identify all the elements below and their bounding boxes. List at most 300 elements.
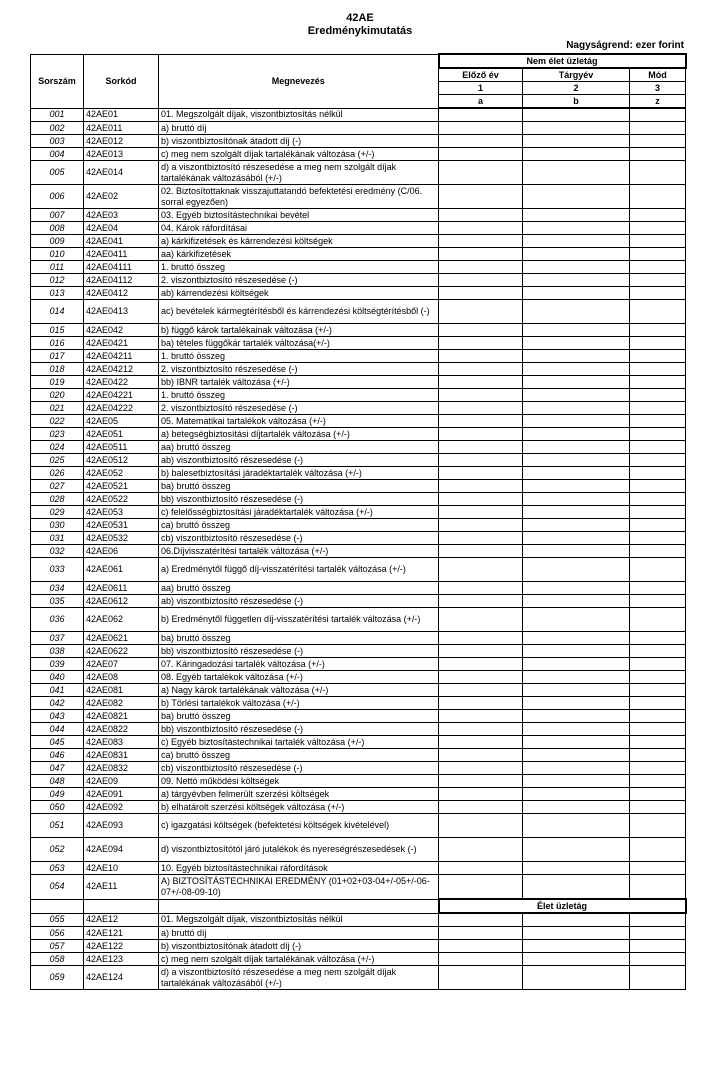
row-description: 1. bruttó összeg (159, 350, 439, 363)
value-cell-current-year[interactable] (523, 402, 630, 415)
value-cell-current-year[interactable] (523, 337, 630, 350)
row-description: 02. Biztosítottaknak visszajuttatandó befektetési eredmény (C/06. sorral egyezően) (159, 185, 439, 209)
value-cell-current-year[interactable] (523, 645, 630, 658)
row-code: 42AE0521 (84, 480, 159, 493)
value-cell-mod[interactable] (630, 428, 686, 441)
row-code: 42AE12 (84, 913, 159, 927)
header-col-z: Mód (630, 68, 686, 82)
row-description: cb) viszontbiztosító részesedése (-) (159, 762, 439, 775)
value-cell-prev-year[interactable] (439, 671, 523, 684)
value-cell-current-year[interactable] (523, 122, 630, 135)
value-cell-prev-year[interactable] (439, 122, 523, 135)
value-cell-current-year[interactable] (523, 261, 630, 274)
value-cell-mod[interactable] (630, 814, 686, 838)
value-cell-current-year[interactable] (523, 532, 630, 545)
row-description: a) Nagy károk tartalékának változása (+/-) (159, 684, 439, 697)
row-number: 033 (31, 558, 84, 582)
header-sorszam: Sorszám (31, 54, 84, 108)
value-cell-mod[interactable] (630, 324, 686, 337)
row-code: 42AE08 (84, 671, 159, 684)
value-cell-prev-year[interactable] (439, 506, 523, 519)
header-col-b: Tárgyév (523, 68, 630, 82)
table-row (31, 545, 686, 558)
value-cell-mod[interactable] (630, 545, 686, 558)
value-cell-mod[interactable] (630, 261, 686, 274)
row-number: 054 (31, 875, 84, 900)
value-cell-current-year[interactable] (523, 506, 630, 519)
value-cell-prev-year[interactable] (439, 209, 523, 222)
value-cell-current-year[interactable] (523, 749, 630, 762)
table-row (31, 376, 686, 389)
value-cell-prev-year[interactable] (439, 454, 523, 467)
table-row (31, 582, 686, 595)
value-cell-current-year[interactable] (523, 389, 630, 402)
value-cell-current-year[interactable] (523, 248, 630, 261)
row-number: 059 (31, 966, 84, 990)
value-cell-prev-year[interactable] (439, 788, 523, 801)
row-description: ab) kárrendezési költségek (159, 287, 439, 300)
row-number: 017 (31, 350, 84, 363)
value-cell-prev-year[interactable] (439, 814, 523, 838)
value-cell-mod[interactable] (630, 363, 686, 376)
value-cell-mod[interactable] (630, 582, 686, 595)
value-cell-current-year[interactable] (523, 632, 630, 645)
value-cell-current-year[interactable] (523, 235, 630, 248)
value-cell-prev-year[interactable] (439, 913, 523, 927)
value-cell-mod[interactable] (630, 209, 686, 222)
row-code: 42AE0422 (84, 376, 159, 389)
row-number: 038 (31, 645, 84, 658)
row-number: 043 (31, 710, 84, 723)
value-cell-mod[interactable] (630, 122, 686, 135)
value-cell-prev-year[interactable] (439, 248, 523, 261)
table-row (31, 953, 686, 966)
row-code: 42AE123 (84, 953, 159, 966)
value-cell-prev-year[interactable] (439, 645, 523, 658)
row-description: ca) bruttó összeg (159, 519, 439, 532)
value-cell-prev-year[interactable] (439, 862, 523, 875)
row-number: 007 (31, 209, 84, 222)
value-cell-current-year[interactable] (523, 454, 630, 467)
table-row (31, 185, 686, 209)
value-cell-mod[interactable] (630, 658, 686, 671)
value-cell-mod[interactable] (630, 684, 686, 697)
table-row (31, 324, 686, 337)
value-cell-mod[interactable] (630, 532, 686, 545)
row-description: b) elhatárolt szerzési költségek változása (+/-) (159, 801, 439, 814)
table-row (31, 428, 686, 441)
table-row (31, 135, 686, 148)
table-row (31, 441, 686, 454)
row-code: 42AE092 (84, 801, 159, 814)
value-cell-current-year[interactable] (523, 788, 630, 801)
value-cell-current-year[interactable] (523, 671, 630, 684)
value-cell-current-year[interactable] (523, 209, 630, 222)
row-description: d) viszontbiztosítótól járó jutalékok és nyereségrészesedések (-) (159, 838, 439, 862)
table-row (31, 148, 686, 161)
row-code: 42AE0612 (84, 595, 159, 608)
row-number: 027 (31, 480, 84, 493)
value-cell-mod[interactable] (630, 389, 686, 402)
value-cell-prev-year[interactable] (439, 658, 523, 671)
value-cell-current-year[interactable] (523, 684, 630, 697)
table-row (31, 749, 686, 762)
value-cell-mod[interactable] (630, 927, 686, 940)
value-cell-mod[interactable] (630, 632, 686, 645)
value-cell-current-year[interactable] (523, 108, 630, 122)
row-code: 42AE01 (84, 108, 159, 122)
value-cell-current-year[interactable] (523, 801, 630, 814)
value-cell-current-year[interactable] (523, 775, 630, 788)
value-cell-prev-year[interactable] (439, 838, 523, 862)
value-cell-mod[interactable] (630, 801, 686, 814)
row-code: 42AE0412 (84, 287, 159, 300)
value-cell-current-year[interactable] (523, 161, 630, 185)
row-number: 055 (31, 913, 84, 927)
life-rows (31, 913, 686, 990)
value-cell-prev-year[interactable] (439, 519, 523, 532)
row-description: 1. bruttó összeg (159, 389, 439, 402)
row-number: 024 (31, 441, 84, 454)
value-cell-mod[interactable] (630, 135, 686, 148)
value-cell-mod[interactable] (630, 940, 686, 953)
value-cell-prev-year[interactable] (439, 532, 523, 545)
header-sorkod: Sorkód (84, 54, 159, 108)
value-cell-current-year[interactable] (523, 762, 630, 775)
row-description: 09. Nettó működési költségek (159, 775, 439, 788)
value-cell-prev-year[interactable] (439, 324, 523, 337)
row-number: 016 (31, 337, 84, 350)
form-name-title: Eredménykimutatás (307, 25, 413, 37)
value-cell-mod[interactable] (630, 762, 686, 775)
value-cell-prev-year[interactable] (439, 801, 523, 814)
row-number: 005 (31, 161, 84, 185)
value-cell-prev-year[interactable] (439, 582, 523, 595)
value-cell-current-year[interactable] (523, 940, 630, 953)
value-cell-current-year[interactable] (523, 480, 630, 493)
row-description: ba) tételes függőkár tartalék változása(+/-) (159, 337, 439, 350)
value-cell-current-year[interactable] (523, 324, 630, 337)
row-description: bb) viszontbiztosító részesedése (-) (159, 723, 439, 736)
value-cell-mod[interactable] (630, 749, 686, 762)
value-cell-mod[interactable] (630, 248, 686, 261)
row-description: b) balesetbiztosítási járadéktartalék változása (+/-) (159, 467, 439, 480)
value-cell-mod[interactable] (630, 913, 686, 927)
value-cell-mod[interactable] (630, 671, 686, 684)
table-row (31, 122, 686, 135)
value-cell-mod[interactable] (630, 415, 686, 428)
value-cell-prev-year[interactable] (439, 441, 523, 454)
table-row (31, 775, 686, 788)
value-cell-prev-year[interactable] (439, 545, 523, 558)
value-cell-mod[interactable] (630, 441, 686, 454)
value-cell-current-year[interactable] (523, 582, 630, 595)
value-cell-current-year[interactable] (523, 148, 630, 161)
value-cell-prev-year[interactable] (439, 736, 523, 749)
value-cell-prev-year[interactable] (439, 966, 523, 990)
row-code: 42AE094 (84, 838, 159, 862)
value-cell-mod[interactable] (630, 736, 686, 749)
row-number: 008 (31, 222, 84, 235)
row-description: a) bruttó díj (159, 122, 439, 135)
value-cell-prev-year[interactable] (439, 927, 523, 940)
value-cell-mod[interactable] (630, 300, 686, 324)
row-number: 029 (31, 506, 84, 519)
row-number: 042 (31, 697, 84, 710)
value-cell-prev-year[interactable] (439, 480, 523, 493)
value-cell-prev-year[interactable] (439, 350, 523, 363)
row-description: ba) bruttó összeg (159, 632, 439, 645)
value-cell-current-year[interactable] (523, 545, 630, 558)
row-code: 42AE04 (84, 222, 159, 235)
value-cell-mod[interactable] (630, 480, 686, 493)
value-cell-current-year[interactable] (523, 723, 630, 736)
header-num-b: 2 (523, 82, 630, 95)
value-cell-prev-year[interactable] (439, 493, 523, 506)
value-cell-prev-year[interactable] (439, 261, 523, 274)
value-cell-mod[interactable] (630, 875, 686, 900)
value-cell-prev-year[interactable] (439, 235, 523, 248)
row-number: 058 (31, 953, 84, 966)
value-cell-mod[interactable] (630, 775, 686, 788)
table-row (31, 235, 686, 248)
value-cell-prev-year[interactable] (439, 274, 523, 287)
row-description: c) meg nem szolgált díjak tartalékának változása (+/-) (159, 953, 439, 966)
value-cell-prev-year[interactable] (439, 875, 523, 900)
value-cell-mod[interactable] (630, 788, 686, 801)
value-cell-prev-year[interactable] (439, 632, 523, 645)
value-cell-prev-year[interactable] (439, 608, 523, 632)
value-cell-prev-year[interactable] (439, 940, 523, 953)
value-cell-mod[interactable] (630, 274, 686, 287)
value-cell-current-year[interactable] (523, 363, 630, 376)
row-code: 42AE0622 (84, 645, 159, 658)
value-cell-mod[interactable] (630, 467, 686, 480)
row-code: 42AE0532 (84, 532, 159, 545)
value-cell-prev-year[interactable] (439, 287, 523, 300)
row-number: 039 (31, 658, 84, 671)
value-cell-mod[interactable] (630, 558, 686, 582)
value-cell-current-year[interactable] (523, 300, 630, 324)
row-code: 42AE062 (84, 608, 159, 632)
value-cell-mod[interactable] (630, 506, 686, 519)
value-cell-current-year[interactable] (523, 736, 630, 749)
table-row (31, 363, 686, 376)
value-cell-current-year[interactable] (523, 287, 630, 300)
value-cell-current-year[interactable] (523, 428, 630, 441)
value-cell-current-year[interactable] (523, 558, 630, 582)
value-cell-prev-year[interactable] (439, 402, 523, 415)
header-let-z: z (630, 95, 686, 109)
row-description: aa) bruttó összeg (159, 582, 439, 595)
value-cell-prev-year[interactable] (439, 775, 523, 788)
row-code: 42AE10 (84, 862, 159, 875)
table-row (31, 108, 686, 122)
value-cell-prev-year[interactable] (439, 363, 523, 376)
row-number: 009 (31, 235, 84, 248)
value-cell-mod[interactable] (630, 161, 686, 185)
value-cell-prev-year[interactable] (439, 300, 523, 324)
value-cell-prev-year[interactable] (439, 389, 523, 402)
value-cell-mod[interactable] (630, 710, 686, 723)
table-row (31, 862, 686, 875)
value-cell-prev-year[interactable] (439, 723, 523, 736)
value-cell-current-year[interactable] (523, 415, 630, 428)
value-cell-prev-year[interactable] (439, 558, 523, 582)
value-cell-mod[interactable] (630, 595, 686, 608)
row-code: 42AE07 (84, 658, 159, 671)
value-cell-mod[interactable] (630, 645, 686, 658)
row-code: 42AE061 (84, 558, 159, 582)
row-number: 002 (31, 122, 84, 135)
table-row (31, 697, 686, 710)
row-number: 051 (31, 814, 84, 838)
row-code: 42AE122 (84, 940, 159, 953)
row-number: 036 (31, 608, 84, 632)
value-cell-current-year[interactable] (523, 608, 630, 632)
value-cell-current-year[interactable] (523, 222, 630, 235)
value-cell-mod[interactable] (630, 337, 686, 350)
value-cell-mod[interactable] (630, 148, 686, 161)
row-description: ab) viszontbiztosító részesedése (-) (159, 595, 439, 608)
row-description: a) bruttó díj (159, 927, 439, 940)
row-description: b) Törlési tartalékok változása (+/-) (159, 697, 439, 710)
value-cell-prev-year[interactable] (439, 135, 523, 148)
value-cell-prev-year[interactable] (439, 222, 523, 235)
value-cell-mod[interactable] (630, 953, 686, 966)
value-cell-current-year[interactable] (523, 493, 630, 506)
table-row (31, 788, 686, 801)
value-cell-prev-year[interactable] (439, 161, 523, 185)
row-code: 42AE04212 (84, 363, 159, 376)
value-cell-prev-year[interactable] (439, 762, 523, 775)
value-cell-current-year[interactable] (523, 595, 630, 608)
value-cell-current-year[interactable] (523, 697, 630, 710)
row-code: 42AE0512 (84, 454, 159, 467)
value-cell-prev-year[interactable] (439, 710, 523, 723)
value-cell-current-year[interactable] (523, 185, 630, 209)
value-cell-mod[interactable] (630, 519, 686, 532)
value-cell-mod[interactable] (630, 222, 686, 235)
value-cell-current-year[interactable] (523, 519, 630, 532)
value-cell-current-year[interactable] (523, 875, 630, 900)
value-cell-current-year[interactable] (523, 862, 630, 875)
value-cell-mod[interactable] (630, 454, 686, 467)
value-cell-prev-year[interactable] (439, 415, 523, 428)
value-cell-mod[interactable] (630, 402, 686, 415)
value-cell-mod[interactable] (630, 966, 686, 990)
value-cell-mod[interactable] (630, 697, 686, 710)
value-cell-prev-year[interactable] (439, 337, 523, 350)
row-description: b) viszontbiztosítónak átadott díj (-) (159, 135, 439, 148)
row-number: 020 (31, 389, 84, 402)
value-cell-mod[interactable] (630, 493, 686, 506)
row-code: 42AE05 (84, 415, 159, 428)
value-cell-prev-year[interactable] (439, 697, 523, 710)
value-cell-prev-year[interactable] (439, 108, 523, 122)
value-cell-mod[interactable] (630, 108, 686, 122)
value-cell-current-year[interactable] (523, 838, 630, 862)
value-cell-mod[interactable] (630, 376, 686, 389)
value-cell-mod[interactable] (630, 185, 686, 209)
value-cell-mod[interactable] (630, 838, 686, 862)
value-cell-mod[interactable] (630, 287, 686, 300)
value-cell-current-year[interactable] (523, 135, 630, 148)
value-cell-current-year[interactable] (523, 350, 630, 363)
row-code: 42AE0832 (84, 762, 159, 775)
table-row (31, 658, 686, 671)
value-cell-current-year[interactable] (523, 274, 630, 287)
row-code: 42AE121 (84, 927, 159, 940)
value-cell-prev-year[interactable] (439, 376, 523, 389)
row-code: 42AE04222 (84, 402, 159, 415)
row-number: 006 (31, 185, 84, 209)
row-number: 028 (31, 493, 84, 506)
value-cell-current-year[interactable] (523, 814, 630, 838)
value-cell-mod[interactable] (630, 608, 686, 632)
value-cell-current-year[interactable] (523, 913, 630, 927)
value-cell-prev-year[interactable] (439, 467, 523, 480)
row-code: 42AE0421 (84, 337, 159, 350)
row-number: 049 (31, 788, 84, 801)
header-num-z: 3 (630, 82, 686, 95)
value-cell-current-year[interactable] (523, 658, 630, 671)
value-cell-current-year[interactable] (523, 441, 630, 454)
row-number: 031 (31, 532, 84, 545)
value-cell-current-year[interactable] (523, 467, 630, 480)
row-number: 023 (31, 428, 84, 441)
row-number: 035 (31, 595, 84, 608)
table-row (31, 801, 686, 814)
table-row (31, 632, 686, 645)
header-group-nonlife: Nem élet üzletág (439, 54, 686, 68)
row-code: 42AE04111 (84, 261, 159, 274)
row-description: aa) bruttó összeg (159, 441, 439, 454)
value-cell-current-year[interactable] (523, 953, 630, 966)
row-description: 07. Káringadozási tartalék változása (+/-) (159, 658, 439, 671)
row-number: 041 (31, 684, 84, 697)
value-cell-mod[interactable] (630, 235, 686, 248)
row-description: 05. Matematikai tartalékok változása (+/-) (159, 415, 439, 428)
value-cell-prev-year[interactable] (439, 953, 523, 966)
row-number: 057 (31, 940, 84, 953)
table-row (31, 838, 686, 862)
table-row (31, 337, 686, 350)
row-description: bb) viszontbiztosító részesedése (-) (159, 493, 439, 506)
value-cell-current-year[interactable] (523, 710, 630, 723)
row-number: 040 (31, 671, 84, 684)
value-cell-mod[interactable] (630, 723, 686, 736)
value-cell-prev-year[interactable] (439, 749, 523, 762)
value-cell-prev-year[interactable] (439, 148, 523, 161)
row-description: 1. bruttó összeg (159, 261, 439, 274)
table-row (31, 532, 686, 545)
value-cell-current-year[interactable] (523, 927, 630, 940)
value-cell-current-year[interactable] (523, 966, 630, 990)
table-row (31, 402, 686, 415)
row-code: 42AE012 (84, 135, 159, 148)
value-cell-current-year[interactable] (523, 376, 630, 389)
value-cell-mod[interactable] (630, 350, 686, 363)
row-number: 025 (31, 454, 84, 467)
value-cell-prev-year[interactable] (439, 428, 523, 441)
value-cell-mod[interactable] (630, 862, 686, 875)
value-cell-prev-year[interactable] (439, 684, 523, 697)
value-cell-prev-year[interactable] (439, 185, 523, 209)
row-description: ba) bruttó összeg (159, 480, 439, 493)
table-row (31, 467, 686, 480)
value-cell-prev-year[interactable] (439, 595, 523, 608)
